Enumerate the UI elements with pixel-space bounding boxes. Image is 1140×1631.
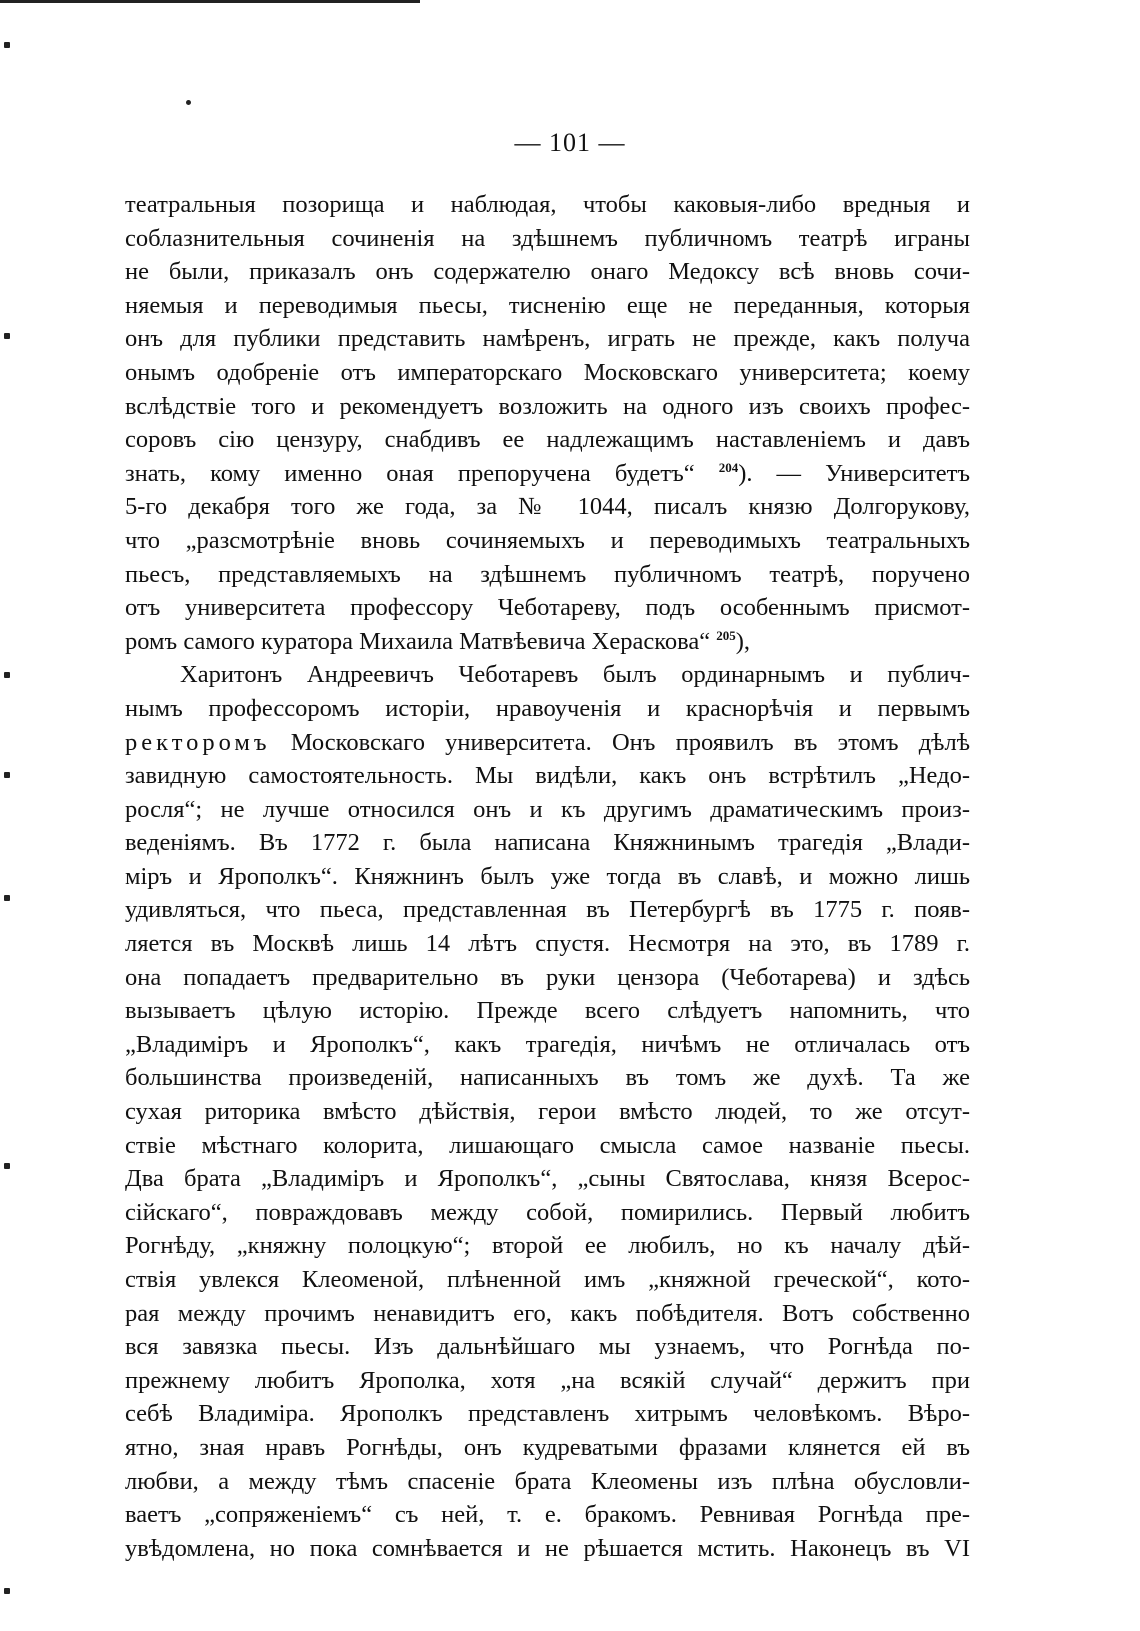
footnote-ref[interactable]: 204 [718,459,739,475]
text-line: нымъ профессоромъ исторіи, нравоученія и краснорѣчія и первымъ [125,694,970,722]
paragraph-first-line: Харитонъ Андреевичъ Чеботаревъ былъ ординарнымъ и публич- [180,661,970,689]
scan-edge-mark [4,895,10,901]
emphasized-word: ректоромъ [125,728,271,756]
text-line: не были, приказалъ онъ содержателю онаго Медоксу всѣ вновь сочи- [125,258,970,286]
text-line: любви, а между тѣмъ спасеніе брата Клеомены изъ плѣна обусловли- [125,1467,970,1495]
text-line: „Владиміръ и Ярополкъ“, какъ трагедія, ничѣмъ не отличалась отъ [125,1030,970,1058]
scan-top-rule [0,0,420,3]
text-line: большинства произведеній, написанныхъ въ томъ же духѣ. Та же [125,1064,970,1092]
text-line: себѣ Владиміра. Ярополкъ представленъ хитрымъ человѣкомъ. Вѣро- [125,1400,970,1428]
text-line: вслѣдствіе того и рекомендуетъ возложить на одного изъ своихъ профес- [125,392,970,420]
text-line: няемыя и переводимыя пьесы, тисненію еще не переданныя, которыя [125,291,970,319]
text-line: вызываетъ цѣлую исторію. Прежде всего слѣдуетъ напомнить, что [125,997,970,1025]
text-line: прежнему любитъ Ярополка, хотя „на всякій случай“ держитъ при [125,1366,970,1394]
text-line: увѣдомлена, но пока сомнѣвается и не рѣшается мстить. Наконецъ въ VI [125,1534,970,1562]
text-line: онымъ одобреніе отъ императорскаго Московскаго университета; коему [125,358,970,386]
text-line: ствіе мѣстнаго колорита, лишающаго смысла самое названіе пьесы. [125,1131,970,1159]
text-line: Рогнѣду, „княжну полоцкую“; второй ее любилъ, но къ началу дѣй- [125,1232,970,1260]
text-line [125,726,970,760]
text-line: вся завязка пьесы. Изъ дальнѣйшаго мы узнаемъ, что Рогнѣда по- [125,1333,970,1361]
text-line: ствія увлекся Клеоменой, плѣненной имъ „княжной греческой“, кото- [125,1266,970,1293]
text-line: веденіямъ. Въ 1772 г. была написана Княжнинымъ трагедія „Влади- [125,829,970,857]
text-line [125,457,970,491]
text-line: она попадаетъ предварительно въ руки цензора (Чеботарева) и здѣсь [125,963,970,991]
text-line: отъ университета профессору Чеботареву, подъ особеннымъ присмот- [125,594,970,622]
scan-edge-mark [4,672,10,678]
text-segment: ромъ самого куратора Михаила Матвѣевича Хераскова“ [125,627,711,655]
text-segment: ). — Университетъ [738,459,970,487]
scan-edge-mark [4,1163,10,1169]
text-line: театральныя позорища и наблюдая, чтобы каковыя-либо вредныя и [125,191,970,218]
text-line: сійскаго“, повраждовавъ между собой, помирились. Первый любитъ [125,1198,970,1226]
text-line: рая между прочимъ ненавидитъ его, какъ побѣдителя. Вотъ собственно [125,1299,970,1327]
text-segment: ), [735,627,751,655]
scan-dust-dot [186,100,191,105]
text-line: соровъ сію цензуру, снабдивъ ее надлежащимъ наставленіемъ и давъ [125,426,970,454]
body-text [125,188,970,1565]
scan-edge-mark [4,772,10,778]
text-line: ляется въ Москвѣ лишь 14 лѣтъ спустя. Несмотря на это, въ 1789 г. [125,930,970,958]
scan-edge-mark [4,333,10,339]
text-line: 5-го декабря того же года, за № 1044, писалъ князю Долгорукову, [125,493,970,521]
text-line: сухая риторика вмѣсто дѣйствія, герои вмѣсто людей, то же отсут- [125,1098,970,1126]
text-line: онъ для публики представить намѣренъ, играть не прежде, какъ получа [125,325,970,353]
text-line: росля“; не лучше относился онъ и къ другимъ драматическимъ произ- [125,795,970,823]
scan-edge-mark [4,1588,10,1594]
text-line [125,625,970,659]
text-line: міръ и Ярополкъ“. Княжнинъ былъ уже тогда въ славѣ, и можно лишь [125,862,970,890]
text-line: что „разсмотрѣніе вновь сочиняемыхъ и переводимыхъ театральныхъ [125,526,970,554]
scan-edge-mark [4,42,10,48]
text-line: удивляться, что пьеса, представленная въ Петербургѣ въ 1775 г. появ- [125,896,970,924]
page-number: — 101 — [514,128,626,157]
text-segment: знать, кому именно оная препоручена будетъ“ [125,459,695,487]
text-line: ваетъ „сопряженіемъ“ съ ней, т. е. бракомъ. Ревнивая Рогнѣда пре- [125,1501,970,1529]
text-line: ятно, зная нравъ Рогнѣды, онъ кудреватыми фразами клянется ей въ [125,1433,970,1461]
footnote-ref[interactable]: 205 [716,627,736,643]
text-line: завидную самостоятельность. Мы видѣли, какъ онъ встрѣтилъ „Недо- [125,762,970,790]
text-line: пьесъ, представляемыхъ на здѣшнемъ публичномъ театрѣ, порученo [125,560,970,588]
text-line: Два брата „Владиміръ и Ярополкъ“, „сыны Святослава, князя Всерос- [125,1165,970,1193]
text-line: соблазнительныя сочиненія на здѣшнемъ публичномъ театрѣ играны [125,224,970,252]
text-segment: Московскаго университета. Онъ проявилъ въ этомъ дѣлѣ [290,728,970,756]
